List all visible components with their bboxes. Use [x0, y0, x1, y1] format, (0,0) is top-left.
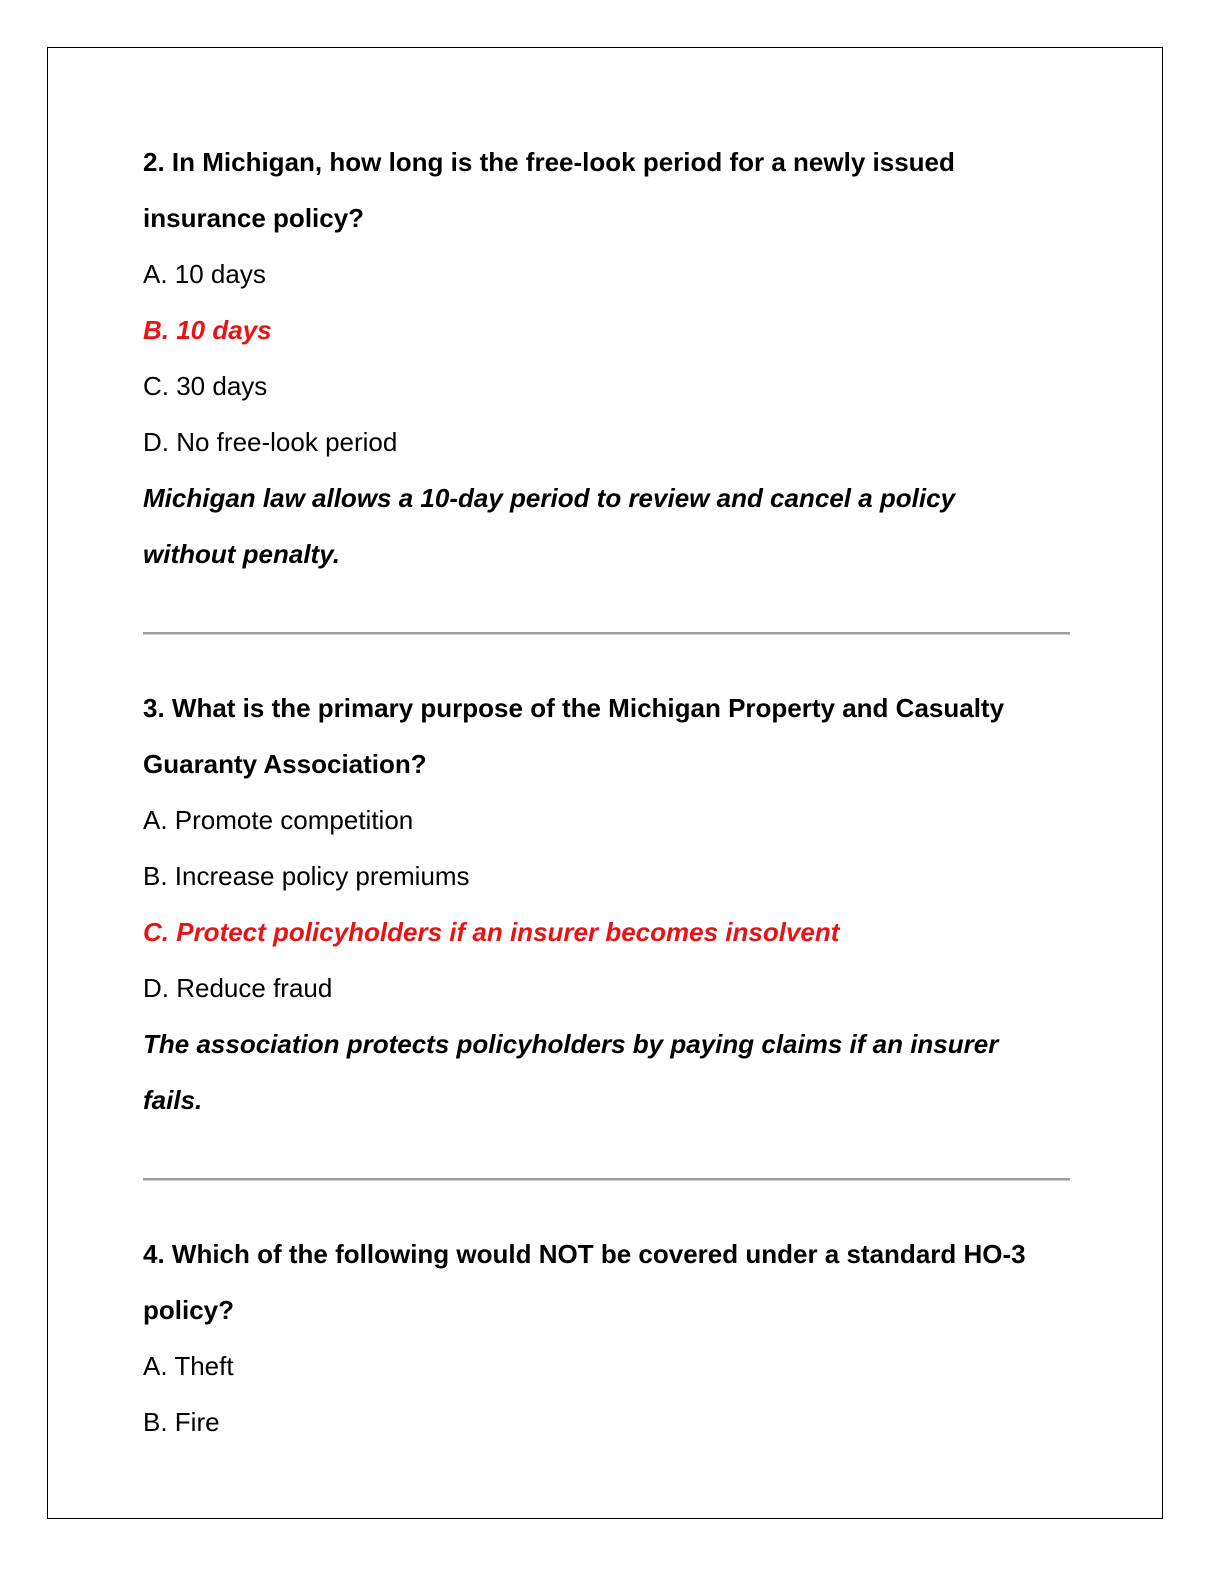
question-2-line-2: insurance policy? — [143, 203, 365, 233]
question-2-explanation-line-2: without penalty. — [143, 539, 340, 569]
horizontal-divider — [143, 1178, 1070, 1181]
question-4-option-a: A. Theft — [143, 1351, 234, 1381]
question-4-option-b: B. Fire — [143, 1407, 220, 1437]
question-block-2 — [143, 134, 1083, 582]
question-block-4 — [143, 1226, 1083, 1450]
question-4-line-2: policy? — [143, 1295, 235, 1325]
question-3-line-1: 3. What is the primary purpose of the Michigan Property and Casualty — [143, 693, 1005, 723]
horizontal-divider — [143, 632, 1070, 635]
question-block-3 — [143, 680, 1083, 1128]
document-content — [143, 134, 1083, 1450]
question-3-option-d: D. Reduce fraud — [143, 973, 333, 1003]
question-2-option-c: C. 30 days — [143, 371, 268, 401]
question-2-option-a: A. 10 days — [143, 259, 266, 289]
question-2-option-d: D. No free-look period — [143, 427, 398, 457]
question-2-line-1: 2. In Michigan, how long is the free-look period for a newly issued — [143, 147, 955, 177]
question-3-explanation-line-2: fails. — [143, 1085, 203, 1115]
question-3-option-c-correct: C. Protect policyholders if an insurer becomes insolvent — [143, 917, 840, 947]
question-2-option-b-correct: B. 10 days — [143, 315, 272, 345]
question-4-line-1: 4. Which of the following would NOT be covered under a standard HO-3 — [143, 1239, 1026, 1269]
question-3-option-a: A. Promote competition — [143, 805, 414, 835]
question-3-explanation-line-1: The association protects policyholders by paying claims if an insurer — [143, 1029, 999, 1059]
divider-wrap-1 — [143, 582, 1083, 680]
question-2-explanation-line-1: Michigan law allows a 10-day period to review and cancel a policy — [143, 483, 956, 513]
question-3-option-b: B. Increase policy premiums — [143, 861, 470, 891]
divider-wrap-2 — [143, 1128, 1083, 1226]
question-3-line-2: Guaranty Association? — [143, 749, 427, 779]
